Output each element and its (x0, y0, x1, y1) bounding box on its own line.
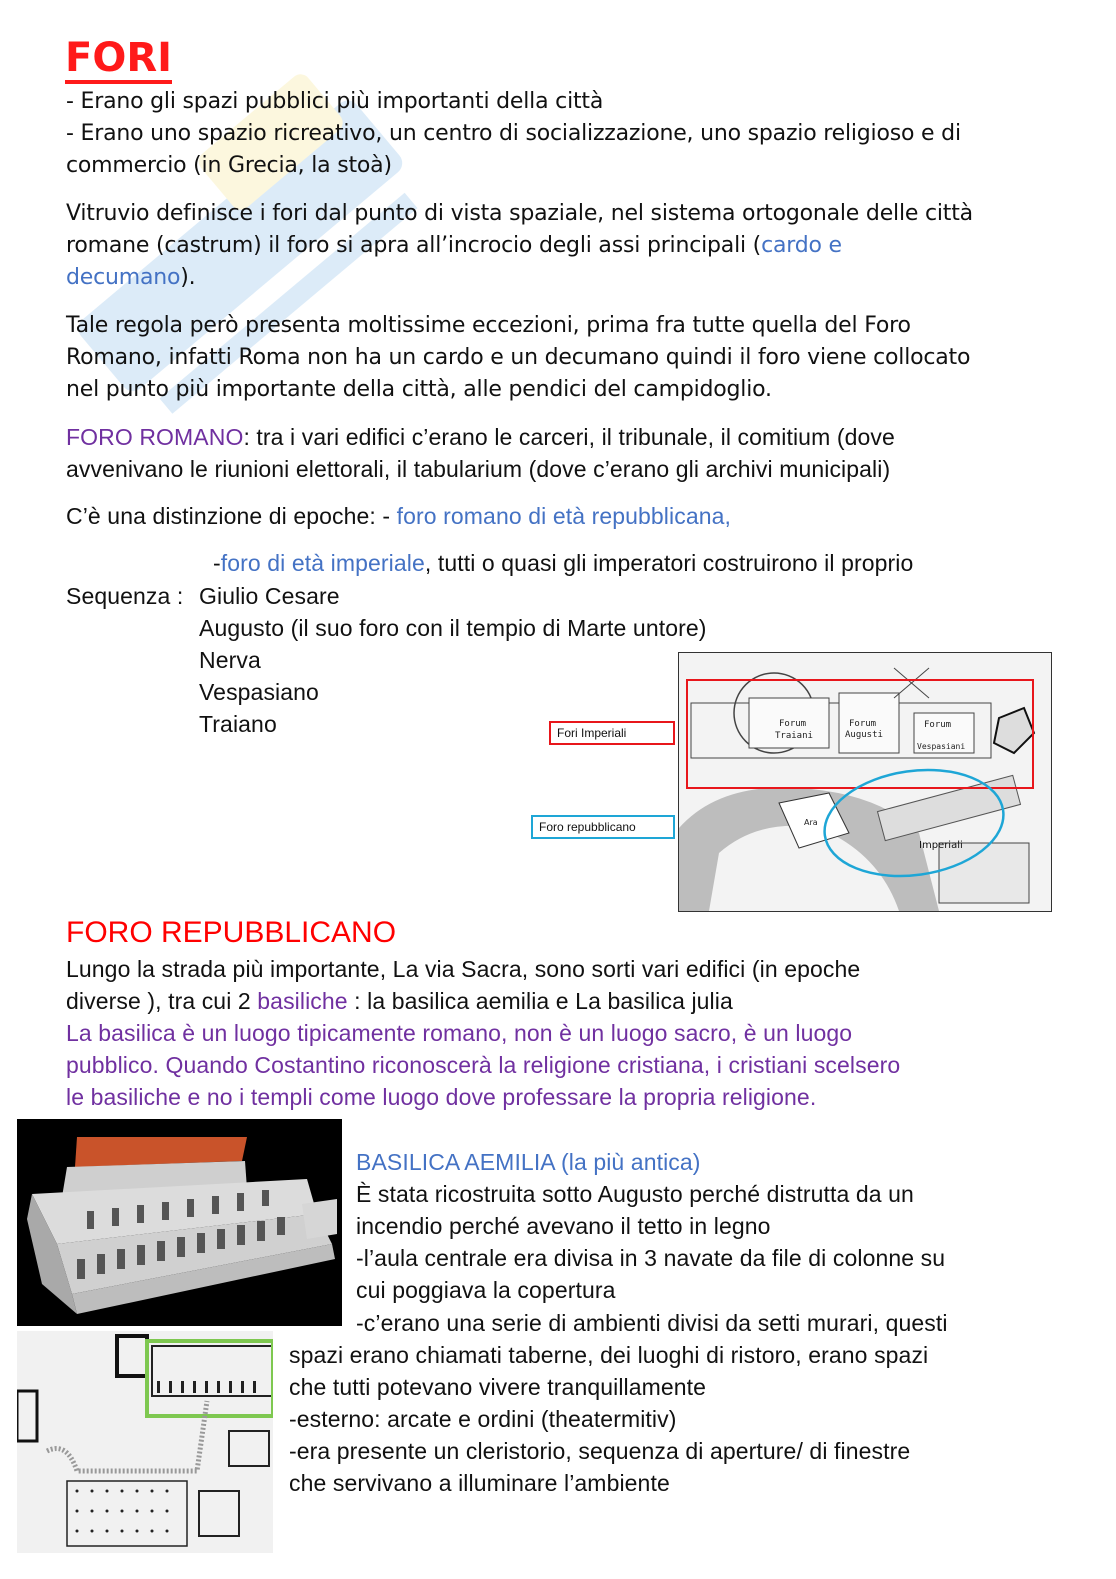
sequenza-item: Vespasiano (199, 679, 319, 705)
aemilia-line: spazi erano chiamati taberne, dei luoghi di ristoro, erano spazi (289, 1342, 929, 1368)
sequenza-label: Sequenza : (66, 583, 184, 609)
map-drawing (679, 653, 1051, 911)
basiliche-highlight: basiliche (257, 988, 348, 1014)
page-title: FORI (65, 36, 172, 84)
vitruvio-text: romane (castrum) il foro si apra all’incrocio degli assi principali ( (66, 233, 762, 258)
aemilia-line: che tutti potevano vivere tranquillamente (289, 1374, 707, 1400)
epoche-suffix: , tutti o quasi gli imperatori costruirono il proprio (424, 550, 914, 576)
epoche-prefix: C’è una distinzione di epoche: - (66, 503, 397, 529)
epoca-imperiale: foro di età imperiale (220, 550, 425, 576)
eccezioni-line-3: nel punto più importante della città, alle pendici del campidoglio. (66, 377, 772, 402)
aemilia-line: -c’erano una serie di ambienti divisi da setti murari, questi (356, 1310, 948, 1336)
repubblicano-line-1: Lungo la strada più importante, La via Sacra, sono sorti vari edifici (in epoche (66, 956, 861, 982)
intro-bullet-2: - Erano uno spazio ricreativo, un centro di socializzazione, uno spazio religioso e di (66, 121, 961, 146)
map-text: Ara (804, 818, 818, 827)
map-text: Forum (779, 719, 807, 729)
forum-map-image (678, 652, 1052, 912)
basilica-aemilia-render-image (17, 1119, 342, 1326)
sequenza-item: Giulio Cesare (199, 583, 340, 609)
vitruvio-line-1: Vitruvio definisce i fori dal punto di vista spaziale, nel sistema ortogonale delle città (66, 201, 973, 226)
map-text: Traiani (775, 731, 813, 741)
foro-romano-line-1 (66, 421, 895, 453)
map-text: Vespasiani (917, 742, 966, 751)
sequenza-item: Traiano (199, 711, 277, 737)
repubblicano-suffix: : la basilica aemilia e La basilica julia (347, 988, 733, 1014)
aemilia-line: -era presente un cleristorio, sequenza di aperture/ di finestre (289, 1438, 911, 1464)
epoche-line-2 (213, 547, 913, 579)
aemilia-line: -l’aula centrale era divisa in 3 navate da file di colonne su (356, 1245, 946, 1271)
basilica-note-line-2: pubblico. Quando Costantino riconoscerà la religione cristiana, i cristiani scelsero (66, 1052, 901, 1078)
section-title-foro-repubblicano: FORO REPUBBLICANO (66, 916, 397, 949)
label-foro-repubblicano: Foro repubblicano (531, 815, 675, 839)
vitruvio-line-2 (66, 230, 842, 262)
cardo-highlight: cardo e (761, 233, 842, 258)
sequenza-item: Nerva (199, 647, 261, 673)
eccezioni-line-1: Tale regola però presenta moltissime eccezioni, prima fra tutte quella del Foro (66, 313, 911, 338)
intro-bullet-2-cont: commercio (in Grecia, la stoà) (66, 153, 392, 178)
map-text: Forum (924, 720, 952, 730)
basilica-note-line-1: La basilica è un luogo tipicamente romano, non è un luogo sacro, è un luogo (66, 1020, 853, 1046)
decumano-highlight: decumano (66, 265, 181, 290)
map-text: Forum (849, 719, 877, 729)
map-text: Augusti (845, 730, 883, 740)
epoche-line-1 (66, 500, 731, 532)
basilica-note-line-3: le basiliche e no i templi come luogo dove professare la propria religione. (66, 1084, 817, 1110)
foro-romano-text: : tra i vari edifici c’erano le carceri, il tribunale, il comitium (dove (243, 424, 895, 450)
basilica-aemilia-title: BASILICA AEMILIA (la più antica) (356, 1149, 701, 1175)
aemilia-line: -esterno: arcate e ordini (theatermitiv) (289, 1406, 677, 1432)
epoca-repubblicana: foro romano di età repubblicana, (396, 503, 731, 529)
foro-romano-label: FORO ROMANO (66, 424, 244, 450)
epoche-dash: - (213, 550, 221, 576)
repubblicano-line-2 (66, 985, 733, 1017)
sequenza-item: Augusto (il suo foro con il tempio di Marte untore) (199, 615, 707, 641)
intro-bullet-1: - Erano gli spazi pubblici più importanti della città (66, 89, 604, 114)
basilica-aemilia-plan-image (17, 1331, 273, 1553)
map-text: Imperiali (919, 840, 963, 851)
aemilia-line: È stata ricostruita sotto Augusto perché distrutta da un (356, 1181, 914, 1207)
vitruvio-line-3 (66, 262, 195, 294)
aemilia-line: che servivano a illuminare l’ambiente (289, 1470, 670, 1496)
vitruvio-suffix: ). (180, 265, 196, 290)
label-fori-imperiali: Fori Imperiali (549, 721, 675, 745)
foro-romano-line-2: avvenivano le riunioni elettorali, il tabularium (dove c’erano gli archivi municipali) (66, 456, 891, 482)
aemilia-line: incendio perché avevano il tetto in legno (356, 1213, 771, 1239)
eccezioni-line-2: Romano, infatti Roma non ha un cardo e un decumano quindi il foro viene collocato (66, 345, 971, 370)
aemilia-line: cui poggiava la copertura (356, 1277, 616, 1303)
repubblicano-prefix: diverse ), tra cui 2 (66, 988, 258, 1014)
